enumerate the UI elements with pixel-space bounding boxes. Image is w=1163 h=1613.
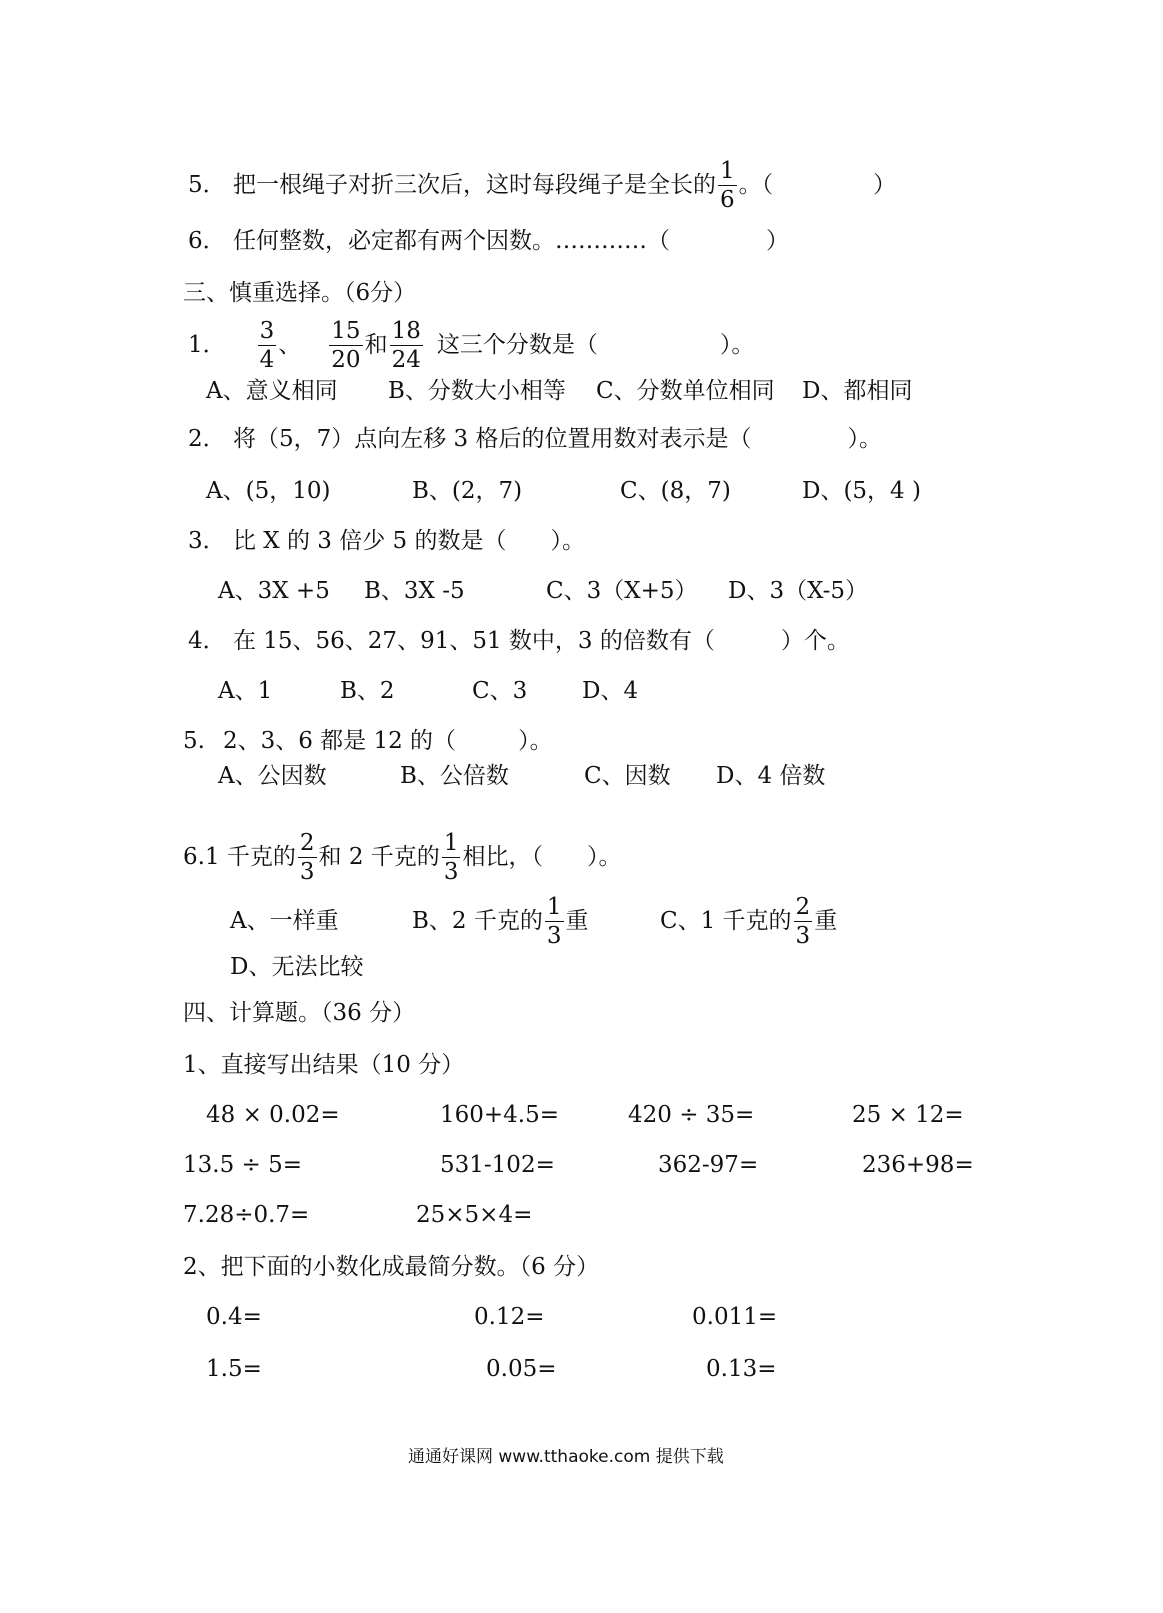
option-a: A、3X +5 [218,578,330,604]
q-text: 这三个分数是（ [436,332,598,358]
s3-q6-options [230,894,930,949]
option-c: C、(8，7) [620,478,731,504]
decimal-item: 0.4= [206,1304,262,1330]
option-b: B、(2，7) [412,478,523,504]
calc-item: 7.28÷0.7= [183,1202,310,1228]
s3-q4: 4． 在 15、56、27、91、51 数中，3 的倍数有（ ）个。 [188,628,850,654]
q-text: 将（5，7）点向左移 3 格后的位置用数对表示是（ [232,426,752,452]
q-text: 2、3、6 都是 12 的（ [222,728,457,754]
option-a: A、(5，10) [206,478,331,504]
calc-item: 531-102= [440,1152,555,1178]
decimal-item: 0.13= [706,1356,777,1382]
calc-item: 236+98= [862,1152,974,1178]
option-c: C、分数单位相同 [596,378,775,404]
s3-q6: 6.1 千克的 $\frac{2}{3}$ 和 2 千克的 $\frac{1}{3}$ 相比，（ ）。 [183,830,622,885]
option-a: A、一样重 [230,908,339,934]
fraction-18-24: $\frac{18}{24}$ [391,318,421,373]
s3-q1: 1． $\frac{3}{4}$ 、 $\frac{15}{20}$ 和 $\frac{18}{24}$ 这三个分数是（ ）。 [188,318,755,373]
calc-item: 25×5×4= [416,1202,533,1228]
fraction-2-3: $\frac{2}{3}$ [795,894,811,949]
decimal-item: 0.011= [692,1304,778,1330]
q-number: 3． [188,528,226,554]
q-number: 4． [188,628,226,654]
option-a: A、意义相同 [206,378,338,404]
option-b: B、2 千克的 $\frac{1}{3}$ 重 [412,894,589,949]
fraction-3-4: $\frac{3}{4}$ [259,318,275,373]
option-a: A、公因数 [218,763,327,789]
option-c: C、1 千克的 $\frac{2}{3}$ 重 [660,894,838,949]
option-b: B、3X -5 [364,578,465,604]
fraction-1-3: $\frac{1}{3}$ [546,894,562,949]
option-a: A、1 [218,678,273,704]
fraction-15-20: $\frac{15}{20}$ [331,318,361,373]
fraction-2-3: $\frac{2}{3}$ [299,830,315,885]
q-text: 把一根绳子对折三次后，这时每段绳子是全长的 [232,172,716,198]
option-d: D、3（X-5） [728,578,869,604]
calc-item: 160+4.5= [440,1102,560,1128]
footer-text: 通通好课网 www.tthaoke.com 提供下载 [408,1447,724,1467]
q-text: 比 X 的 3 倍少 5 的数是（ [232,528,507,554]
s3-q2: 2． 将（5，7）点向左移 3 格后的位置用数对表示是（ ）。 [188,426,882,452]
q-number: 6． [188,228,226,254]
calc-item: 48 × 0.02= [206,1102,340,1128]
q-number: 5． [188,172,226,198]
option-b: B、分数大小相等 [388,378,566,404]
fraction-1-3: $\frac{1}{3}$ [443,830,459,885]
calc-item: 420 ÷ 35= [628,1102,755,1128]
s3-q3: 3． 比 X 的 3 倍少 5 的数是（ ）。 [188,528,585,554]
option-c: C、3 [472,678,528,704]
option-c: C、因数 [584,763,671,789]
option-b: B、2 [340,678,395,704]
option-d: D、都相同 [802,378,913,404]
option-d: D、(5，4 ) [802,478,921,504]
q-text: 在 15、56、27、91、51 数中，3 的倍数有（ [232,628,715,654]
q-number: 1． [188,332,226,358]
judge-q5: 5． 把一根绳子对折三次后，这时每段绳子是全长的 $\frac{1}{6}$ 。（ ） [188,158,897,213]
decimal-item: 0.05= [486,1356,557,1382]
q-number: 2． [188,426,226,452]
calc-item: 13.5 ÷ 5= [183,1152,303,1178]
section3-heading: 三、慎重选择。（6分） [183,280,417,306]
fraction: $\frac{1}{6}$ [719,158,735,213]
option-d: D、4 倍数 [716,763,826,789]
calc-item: 25 × 12= [852,1102,964,1128]
q-text: 任何整数，必定都有两个因数。…………（ [232,228,670,254]
calc-item: 362-97= [658,1152,759,1178]
part2-heading: 2、把下面的小数化成最简分数。（6 分） [183,1254,600,1280]
q-number: 5. [183,728,205,754]
judge-q6 [188,226,789,256]
part1-heading: 1、直接写出结果（10 分） [183,1052,465,1078]
s3-q5: 5. 2、3、6 都是 12 的（ ）。 [183,728,553,754]
answer-paren-close: ） [765,228,789,254]
option-b: B、公倍数 [400,763,509,789]
decimal-item: 1.5= [206,1356,262,1382]
option-c: C、3（X+5） [546,578,698,604]
q-number: 6. [183,844,205,870]
option-d: D、4 [582,678,639,704]
answer-paren-close: ） [873,172,897,198]
section4-heading: 四、计算题。（36 分） [183,1000,416,1026]
s3-q6-option-d: D、无法比较 [230,954,364,980]
decimal-item: 0.12= [474,1304,545,1330]
